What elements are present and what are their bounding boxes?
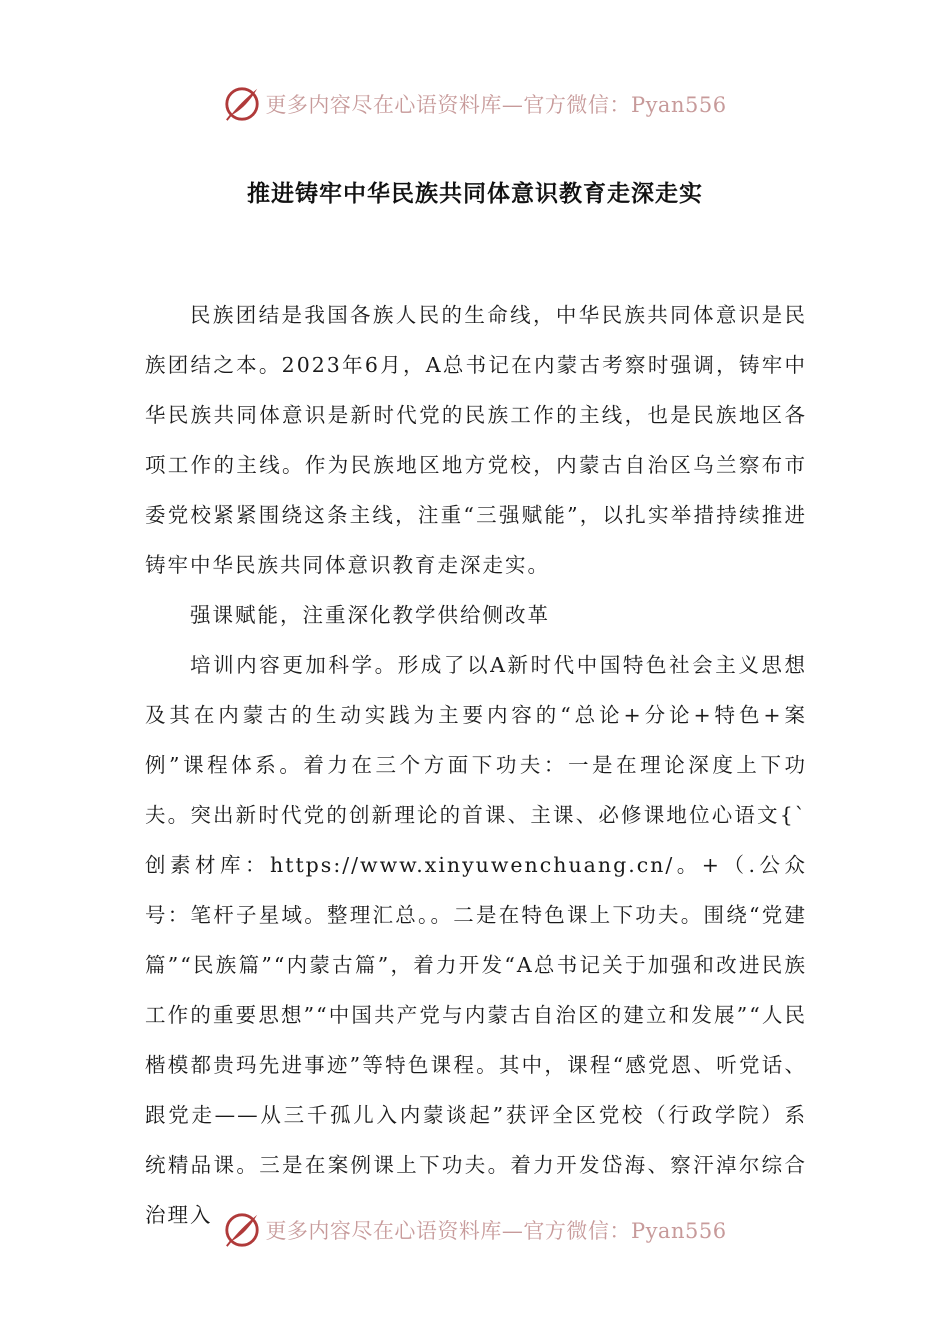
quill-logo-icon xyxy=(223,85,261,123)
wechat-id: Pyan556 xyxy=(630,1219,727,1243)
watermark-text: 更多内容尽在心语资料库—官方微信：Pyan556 xyxy=(265,93,727,117)
document-title: 推进铸牢中华民族共同体意识教育走深走实 xyxy=(247,181,703,207)
document-body xyxy=(145,290,807,1240)
watermark-banner-top xyxy=(0,82,950,126)
wechat-id: Pyan556 xyxy=(630,93,727,117)
watermark-banner-bottom xyxy=(0,1208,950,1252)
section-heading: 强课赋能，注重深化教学供给侧改革 xyxy=(190,603,550,627)
paragraph-intro: 民族团结是我国各族人民的生命线，中华民族共同体意识是民族团结之本。2023年6月，A总书记在内蒙古考察时强调，铸牢中华民族共同体意识是新时代党的民族工作的主线，也是民族地区各项工作的主线。作为民族地区地方党校，内蒙古自治区乌兰察布市委党校紧紧围绕这条主线，注重“三强赋能”，以扎实举措持续推进铸牢中华民族共同体意识教育走深走实。 xyxy=(145,303,807,577)
quill-logo-icon xyxy=(223,1211,261,1249)
paragraph-training: 培训内容更加科学。形成了以A新时代中国特色社会主义思想及其在内蒙古的生动实践为主要内容的“总论+分论+特色+案例”课程体系。着力在三个方面下功夫：一是在理论深度上下功夫。突出新时代党的创新理论的首课、主课、必修课地位心语文{`创素材库：https://www.xinyuwenchuang.cn/。+（.公众号：笔杆子星域。整理汇总。。二是在特色课上下功夫。围绕“党建篇”“民族篇”“内蒙古篇”，着力开发“A总书记关于加强和改进民族工作的重要思想”“中国共产党与内蒙古自治区的建立和发展”“人民楷模都贵玛先进事迹”等特色课程。其中，课程“感党恩、听党话、跟党走——从三千孤儿入内蒙谈起”获评全区党校（行政学院）系统精品课。三是在案例课上下功夫。着力开发岱海、察汗淖尔综合治理入 xyxy=(145,653,807,1227)
watermark-text: 更多内容尽在心语资料库—官方微信：Pyan556 xyxy=(265,1219,727,1243)
